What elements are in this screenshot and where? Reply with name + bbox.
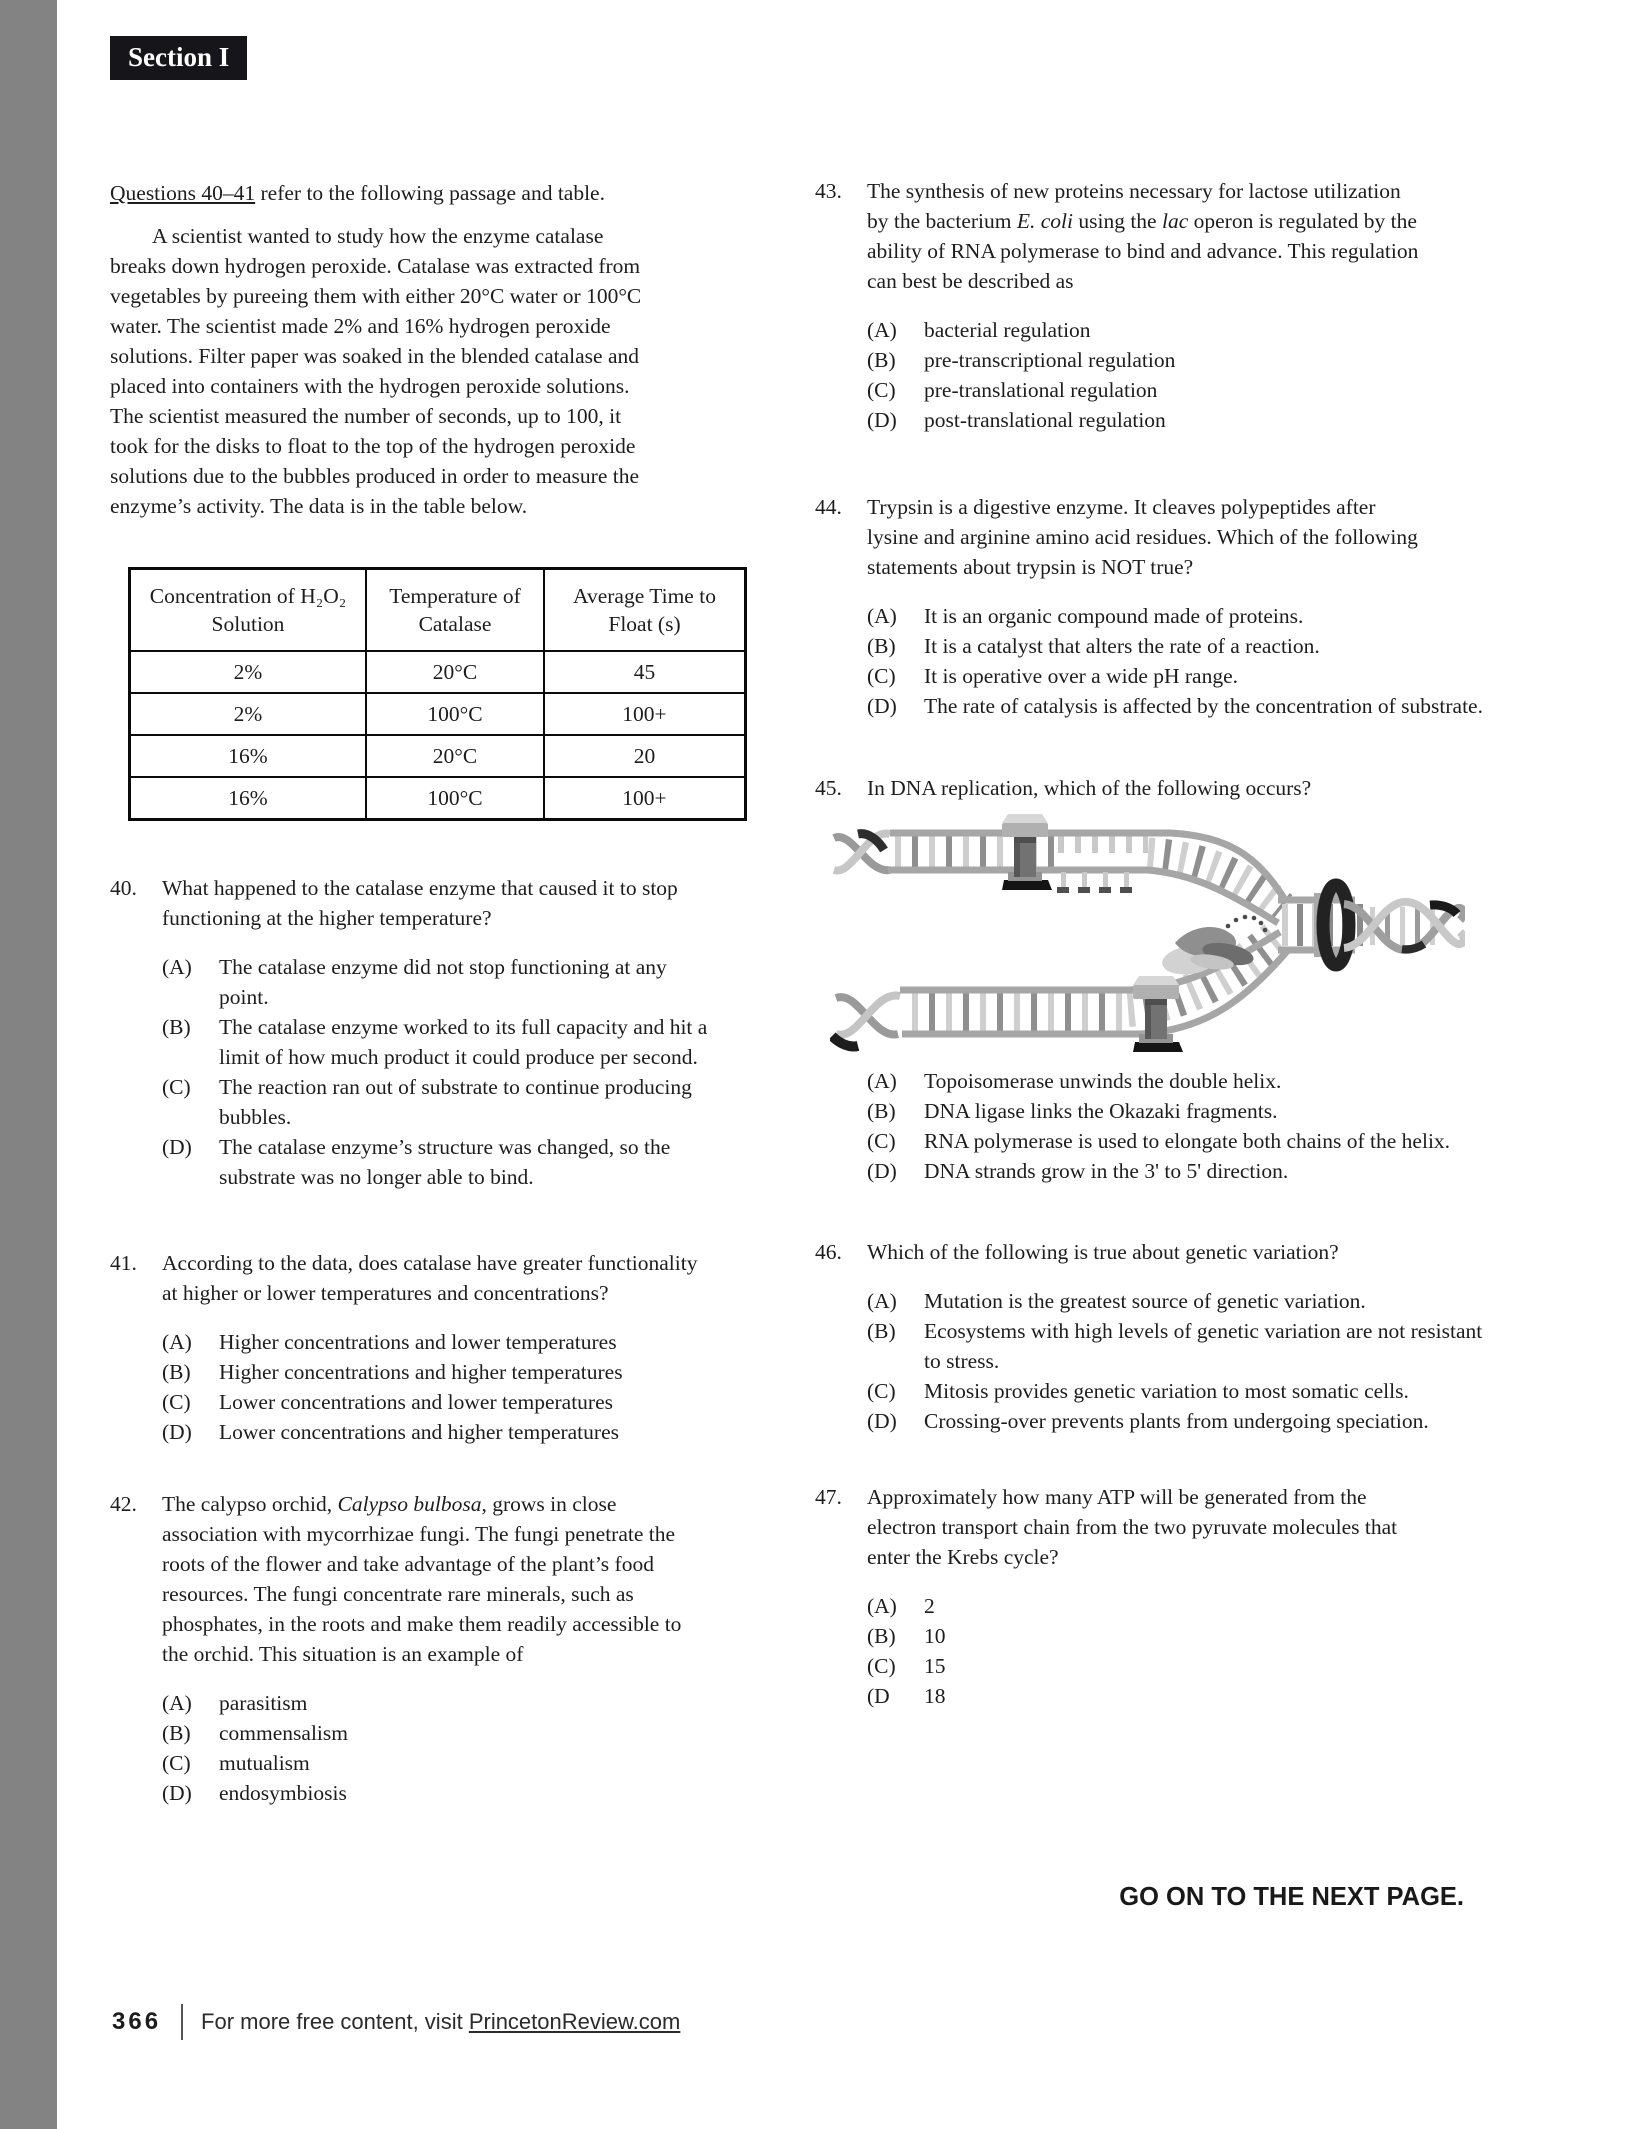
answer-option [162,1012,760,1072]
option-text: The rate of catalysis is affected by the concentration of substrate. [924,694,1483,718]
left-column [110,178,760,1808]
question-text-segment: Approximately how many ATP will be generated from the electron transport chain from the two pyruvate molecules that enter the Krebs cycle? [867,1485,1398,1569]
footer-divider [181,2004,183,2040]
table-header-concentration: Concentration of H₂O₂ Solution [130,569,367,652]
option-text: DNA strands grow in the 3' to 5' direction. [924,1159,1289,1183]
answer-option [162,1387,760,1417]
option-text: 15 [924,1654,946,1678]
question-text-segment: In DNA replication, which of the following occurs? [867,776,1312,800]
option-letter: (D) [867,408,897,432]
bottom-polymerase-shape [1133,976,1183,1052]
answer-option [867,375,1520,405]
bottom-left-helix-twist [832,996,900,1047]
answer-option [162,1327,760,1357]
option-letter: (A) [867,318,897,342]
answer-option [867,1316,1520,1376]
option-letter: (C) [162,1390,191,1414]
options-list [162,1688,760,1808]
option-text: RNA polymerase is used to elongate both chains of the helix. [924,1129,1451,1153]
question-text-segment: What happened to the catalase enzyme that caused it to stop functioning at the higher temperature? [162,876,678,930]
question-text [867,773,1427,803]
option-text: It is a catalyst that alters the rate of a reaction. [924,634,1320,658]
question-row [815,176,1520,296]
option-letter: (B) [162,1360,191,1384]
options-list [867,1066,1520,1186]
option-letter: (C) [867,664,896,688]
option-text: Higher concentrations and higher temperatures [219,1360,623,1384]
question-46 [815,1237,1520,1436]
question-text [867,1237,1427,1267]
answer-option [867,1681,1520,1711]
option-letter: (D) [867,1409,897,1433]
option-text: Ecosystems with high levels of genetic variation are not resistant to stress. [924,1319,1483,1373]
question-text-segment: According to the data, does catalase have greater functionality at higher or lower temperatures and concentrations? [162,1251,698,1305]
answer-option [867,661,1520,691]
option-text: The catalase enzyme did not stop functioning at any point. [219,955,667,1009]
question-number: 40. [110,876,137,900]
options-list [867,601,1520,721]
option-text: It is an organic compound made of proteins. [924,604,1304,628]
question-text [162,1248,707,1308]
dna-replication-figure [830,808,1465,1058]
question-45 [815,773,1520,1186]
answer-option [867,345,1520,375]
question-text-segment: The calypso orchid, [162,1492,338,1516]
answer-option [867,1591,1520,1621]
question-number: 43. [815,179,842,203]
option-letter: (D) [162,1135,192,1159]
option-letter: (A) [867,1289,897,1313]
option-letter: (B) [867,1624,896,1648]
table-cell: 100+ [544,777,746,820]
option-text: Mitosis provides genetic variation to most somatic cells. [924,1379,1409,1403]
go-on-instruction: GO ON TO THE NEXT PAGE. [1119,1883,1464,1911]
page-footer [112,2004,680,2040]
option-text: mutualism [219,1751,310,1775]
question-text-segment: Trypsin is a digestive enzyme. It cleaves polypeptides after lysine and arginine amino acid residues. Which of the following statements about trypsin is NOT true? [867,495,1418,579]
answer-option [162,1718,760,1748]
top-polymerase-shape [1002,814,1052,890]
option-letter: (C) [162,1075,191,1099]
option-letter: (C) [867,378,896,402]
answer-option [162,1357,760,1387]
table-cell: 100°C [366,777,544,820]
table-cell: 2% [130,693,367,735]
answer-option [867,1376,1520,1406]
answer-option [867,631,1520,661]
answer-option [867,1621,1520,1651]
answer-option [867,1066,1520,1096]
question-41 [110,1248,760,1447]
option-text: Crossing-over prevents plants from undergoing speciation. [924,1409,1429,1433]
options-list [867,315,1520,435]
option-text: 2 [924,1594,935,1618]
question-number: 45. [815,776,842,800]
option-text: DNA ligase links the Okazaki fragments. [924,1099,1278,1123]
option-text: endosymbiosis [219,1781,347,1805]
answer-option [867,1286,1520,1316]
question-number: 41. [110,1251,137,1275]
option-letter: (A) [867,604,897,628]
option-letter: (A) [162,955,192,979]
question-row [815,1482,1520,1572]
footer-text-prefix: For more free content, visit [201,2009,469,2034]
footer-text [201,2007,680,2037]
question-number: 47. [815,1485,842,1509]
option-letter: (A) [162,1691,192,1715]
answer-option [162,1072,760,1132]
question-47 [815,1482,1520,1711]
question-number: 46. [815,1240,842,1264]
table-cell: 20°C [366,651,544,693]
option-text: The catalase enzyme’s structure was changed, so the substrate was no longer able to bind. [219,1135,671,1189]
passage-body: A scientist wanted to study how the enzyme catalase breaks down hydrogen peroxide. Catalase was extracted from vegetables by pureeing them with either 20°C water or 100°C water. The scientist made 2% and 16% hydrogen peroxide solutions. Filter paper was soaked in the blended catalase and placed into containers with the hydrogen peroxide solutions. The scientist measured the number of seconds, up to 100, it took for the disks to float to the top of the hydrogen peroxide solutions due to the bubbles produced in order to measure the enzyme’s activity. The data is in the table below. [110,224,642,518]
question-text-segment: lac [1161,209,1189,233]
unpaired-base-ticks [1057,872,1132,893]
table-row [130,777,746,820]
option-letter: (C) [867,1379,896,1403]
answer-option [867,601,1520,631]
option-letter: (C) [867,1129,896,1153]
option-text: commensalism [219,1721,348,1745]
question-text [867,1482,1427,1572]
answer-option [867,1156,1520,1186]
question-text-segment: operon is regulated by the ability of RNA polymerase to bind and advance. This regulation can best be described as [867,209,1419,293]
answer-option [162,1417,760,1447]
question-text [162,1489,707,1669]
option-text: Lower concentrations and higher temperatures [219,1420,619,1444]
answer-option [867,691,1520,721]
passage-intro [110,178,760,208]
table-cell: 16% [130,735,367,777]
table-cell: 100+ [544,693,746,735]
question-text-segment: , grows in close association with mycorrhizae fungi. The fungi penetrate the roots of the flower and take advantage of the plant’s food resources. The fungi concentrate rare minerals, such as phosphates, in the roots and make them readily accessible to the orchid. This situation is an example of [162,1492,682,1666]
option-letter: (A) [867,1069,897,1093]
question-text-segment: Calypso bulbosa [337,1492,482,1516]
option-text: The catalase enzyme worked to its full capacity and hit a limit of how much product it could produce per second. [219,1015,708,1069]
option-letter: (B) [867,348,896,372]
option-letter: (D) [867,694,897,718]
passage-intro-rest: refer to the following passage and table. [255,181,605,205]
question-row [815,1237,1520,1267]
table-row [130,651,746,693]
top-left-helix-twist [834,833,890,870]
question-text-segment: E. coli [1016,209,1073,233]
option-letter: (D) [162,1781,192,1805]
page-number: 366 [112,2008,162,2035]
table-cell: 100°C [366,693,544,735]
option-letter: (D [867,1684,890,1708]
answer-option [162,1778,760,1808]
option-text: It is operative over a wide pH range. [924,664,1239,688]
option-letter: (B) [162,1721,191,1745]
catalase-data-table [128,567,747,821]
option-letter: (B) [162,1015,191,1039]
answer-option [867,1096,1520,1126]
option-text: Higher concentrations and lower temperatures [219,1330,617,1354]
answer-option [867,315,1520,345]
question-text [162,873,707,933]
option-letter: (D) [162,1420,192,1444]
question-number: 42. [110,1492,137,1516]
option-text: parasitism [219,1691,308,1715]
option-text: 10 [924,1624,946,1648]
table-header-temperature: Temperature of Catalase [366,569,544,652]
options-list [162,1327,760,1447]
question-number: 44. [815,495,842,519]
option-letter: (B) [867,634,896,658]
answer-option [162,1688,760,1718]
table-cell: 16% [130,777,367,820]
question-text-segment: The synthesis of new proteins necessary for lactose utilization by the bacterium [867,179,1401,233]
question-40 [110,873,760,1192]
table-header-time: Average Time to Float (s) [544,569,746,652]
option-letter: (B) [867,1099,896,1123]
page-edge-strip [0,0,57,2129]
option-text: pre-transcriptional regulation [924,348,1176,372]
option-letter: (A) [867,1594,897,1618]
question-43 [815,176,1520,435]
answer-option [162,1132,760,1192]
section-badge: Section I [110,36,247,80]
option-letter: (A) [162,1330,192,1354]
question-row [110,873,760,933]
option-letter: (C) [867,1654,896,1678]
question-row [110,1248,760,1308]
question-text [867,176,1427,296]
options-list [867,1591,1520,1711]
question-42 [110,1489,760,1808]
right-column [815,176,1520,1711]
table-row [130,693,746,735]
option-letter: (B) [867,1319,896,1343]
passage-intro-questions-ref: Questions 40–41 [110,181,256,205]
table-cell: 20 [544,735,746,777]
option-text: Lower concentrations and lower temperatures [219,1390,614,1414]
answer-option [162,1748,760,1778]
answer-option [867,1126,1520,1156]
answer-option [867,405,1520,435]
option-text: post-translational regulation [924,408,1166,432]
question-text-segment: using the [1072,209,1162,233]
option-text: pre-translational regulation [924,378,1158,402]
table-cell: 45 [544,651,746,693]
options-list [162,952,760,1192]
option-letter: (C) [162,1751,191,1775]
option-text: Mutation is the greatest source of genetic variation. [924,1289,1366,1313]
option-text: The reaction ran out of substrate to continue producing bubbles. [219,1075,692,1129]
footer-link[interactable]: PrincetonReview.com [468,2009,681,2034]
option-letter: (D) [867,1159,897,1183]
question-text-segment: Which of the following is true about genetic variation? [867,1240,1339,1264]
question-text [867,492,1427,582]
question-row [815,492,1520,582]
table-cell: 20°C [366,735,544,777]
option-text: Topoisomerase unwinds the double helix. [924,1069,1282,1093]
table-row [130,735,746,777]
option-text: bacterial regulation [924,318,1091,342]
table-cell: 2% [130,651,367,693]
answer-option [162,952,760,1012]
options-list [867,1286,1520,1436]
question-row [110,1489,760,1669]
answer-option [867,1651,1520,1681]
question-row [815,773,1520,803]
question-44 [815,492,1520,721]
answer-option [867,1406,1520,1436]
option-text: 18 [924,1684,946,1708]
